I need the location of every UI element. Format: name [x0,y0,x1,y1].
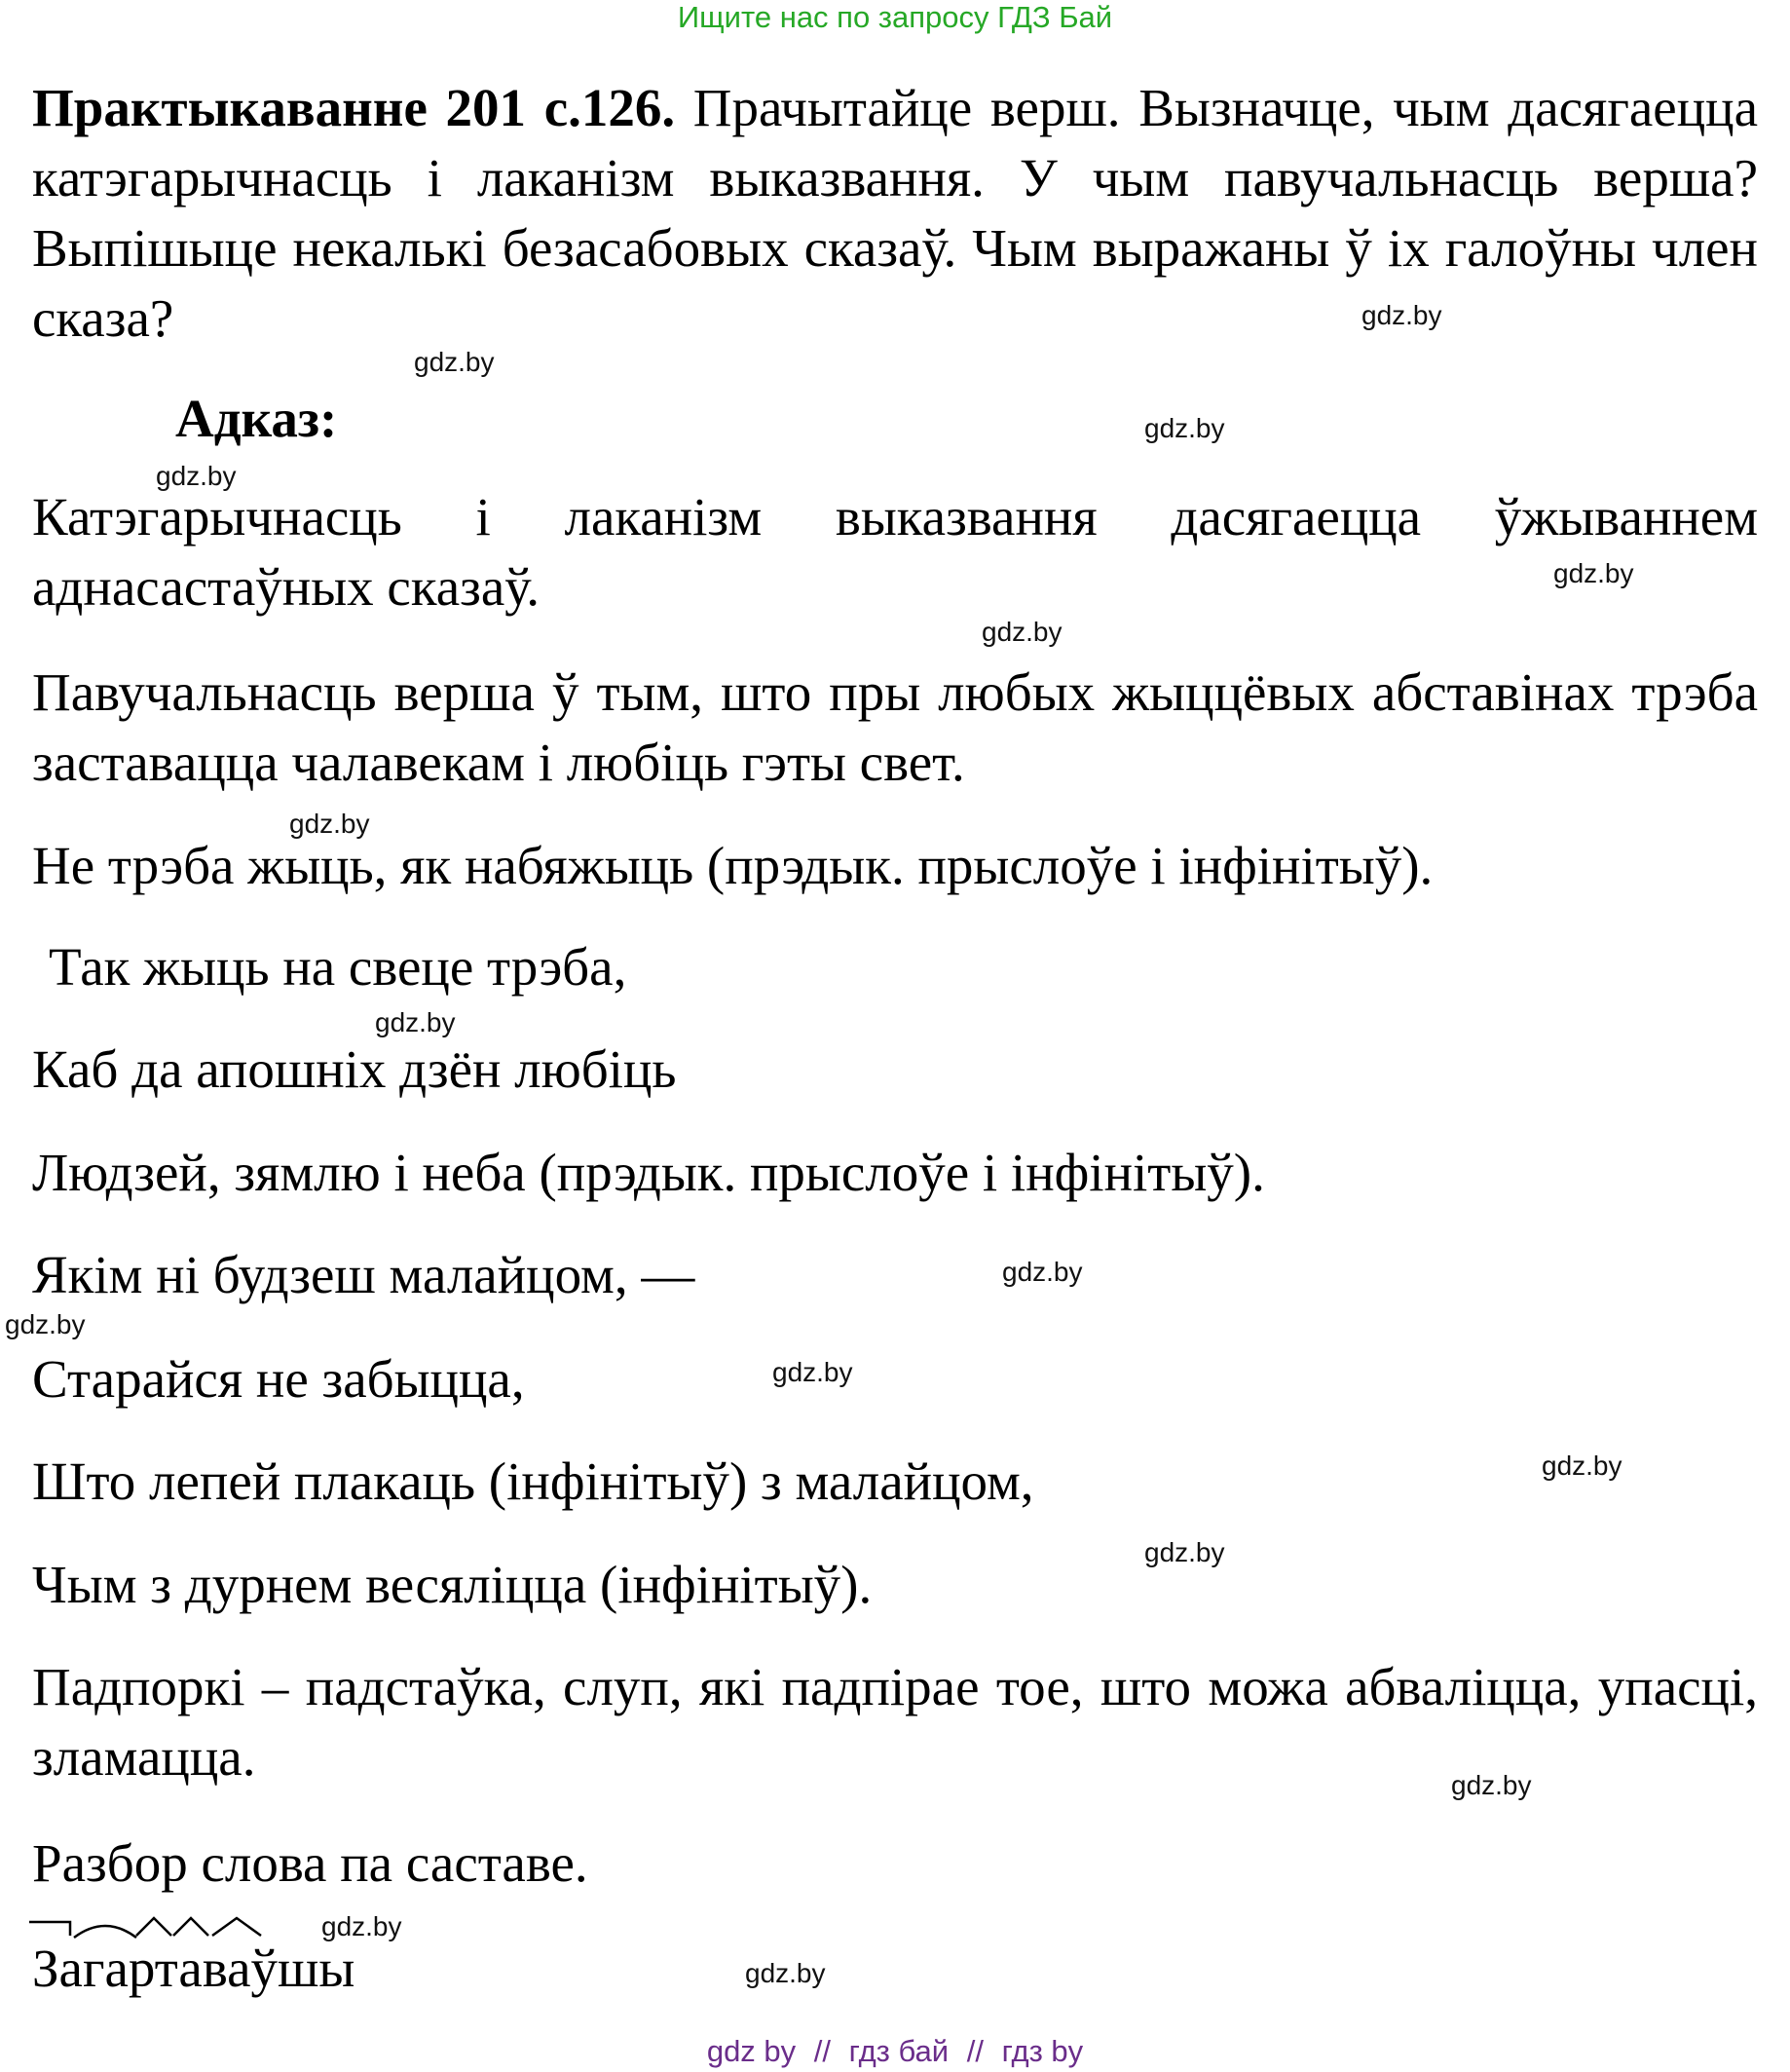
poem-line-4: Якім ні будзеш малайцом, — [32,1245,695,1304]
watermark: gdz.by [375,1007,456,1037]
watermark: gdz.by [1144,1537,1225,1567]
footer-separator: // [813,2034,832,2068]
watermark: gdz.by [321,1911,402,1941]
watermark: gdz.by [772,1357,853,1387]
paragraph-word-analysis: Разбор слова па саставе. [32,1833,588,1893]
footer-link-gdz-by-2[interactable]: гдз by [1001,2034,1084,2068]
footer-links [0,2034,1790,2069]
task-label: Практыкаванне 201 с.126. [32,78,676,137]
paragraph-definition: Падпоркі – падстаўка, слуп, які падпірае тое, што можа абваліцца, упасці, зламацца. [32,1657,1758,1787]
answer-heading: Адказ: [175,389,338,448]
watermark: gdz.by [1451,1770,1532,1800]
watermark: gdz.by [414,347,495,377]
watermark: gdz.by [289,809,370,839]
footer-link-gdz-by[interactable]: gdz by [706,2034,797,2068]
poem-line-7: Чым з дурнем весяліцца (інфінітыў). [32,1555,873,1614]
watermark: gdz.by [1542,1450,1622,1481]
footer-separator: // [966,2034,984,2068]
watermark: gdz.by [1361,300,1442,330]
task-statement [32,73,1758,354]
paragraph-example-1: Не трэба жыць, як набяжыць (прэдык. прыслоўе і інфінітыў). [32,836,1434,895]
watermark: gdz.by [1553,558,1634,588]
footer-link-gdz-bai[interactable]: гдз бай [848,2034,950,2068]
watermark: gdz.by [5,1309,86,1339]
watermark: gdz.by [982,617,1063,647]
paragraph-categoricalness: Катэгарычнасць і лаканізм выказвання дасягаецца ўжываннем аднасастаўных сказаў. [32,487,1758,617]
top-search-link[interactable]: Ищите нас по запросу ГДЗ Бай [677,0,1113,34]
watermark: gdz.by [1144,413,1225,443]
poem-line-5: Старайся не забыцца, [32,1349,525,1409]
poem-line-2: Каб да апошніх дзён любіць [32,1039,677,1099]
watermark: gdz.by [1002,1257,1083,1287]
poem-line-1: Так жыць на свеце трэба, [49,937,627,997]
poem-line-6: Што лепей плакаць (інфінітыў) з малайцом, [32,1451,1034,1511]
poem-line-3: Людзей, зямлю і неба (прэдык. прыслоўе і інфінітыў). [32,1143,1265,1202]
watermark: gdz.by [156,461,237,491]
analyzed-word: Загартаваўшы [32,1939,355,1998]
paragraph-moral: Павучальнасць верша ў тым, што пры любых жыццёвых абставінах трэба заставацца чалавекам і любіць гэты свет. [32,662,1758,792]
task-text: Прачытайце верш. Вызначце, чым дасягаецца катэгарычнасць і лаканізм выказвання. У чым павучальнасць верша? Выпішыце некалькі безасабовых сказаў. Чым выражаны ў іх галоўны член сказа? [32,78,1758,348]
watermark: gdz.by [745,1958,826,1988]
